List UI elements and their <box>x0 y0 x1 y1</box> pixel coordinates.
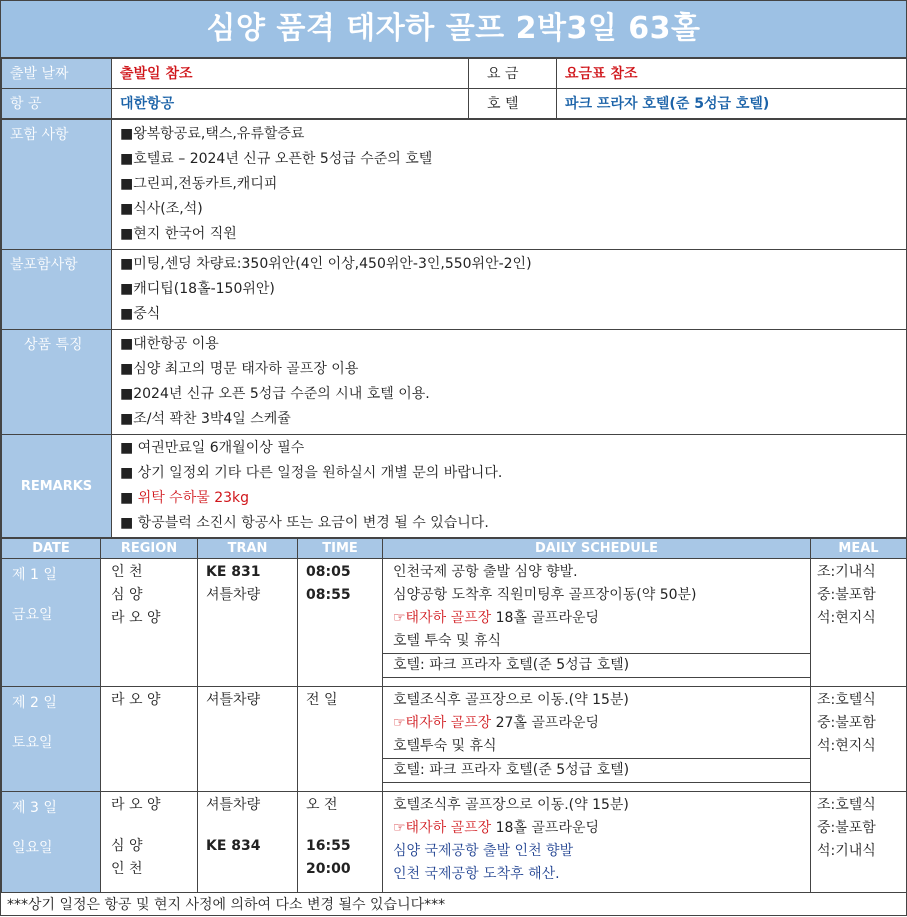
schedule-line: 심양 국제공항 출발 인천 향발 <box>393 843 574 859</box>
price-label: 요 금 <box>469 59 557 89</box>
schedule-cell <box>383 687 811 792</box>
region-cell <box>101 687 198 792</box>
tran-cell <box>198 687 298 792</box>
list-item: ■캐디팁(18홀-150위안) <box>120 281 275 297</box>
header-time: TIME <box>298 539 383 559</box>
page-title: 심양 품격 태자하 골프 2박3일 63홀 <box>1 1 906 58</box>
day-cell <box>2 559 101 687</box>
day-weekday: 일요일 <box>12 840 53 856</box>
region: 심 양 <box>111 838 143 854</box>
list-item: ■심양 최고의 명문 태자하 골프장 이용 <box>120 361 359 377</box>
hotel-line: 호텔: 파크 프라자 호텔(준 5성급 호텔) <box>383 653 810 678</box>
list-item: ■호텔료 – 2024년 신규 오픈한 5성급 수준의 호텔 <box>120 151 433 167</box>
hotel-line: 호텔: 파크 프라자 호텔(준 5성급 호텔) <box>383 758 810 783</box>
time: 08:55 <box>306 587 351 603</box>
region: 라 오 양 <box>111 610 161 626</box>
remarks-red-text: 위탁 수하물 23kg <box>137 490 250 506</box>
tran: KE 831 <box>206 564 261 580</box>
header-date: DATE <box>2 539 101 559</box>
time-cell <box>298 559 383 687</box>
meal: 중:불포함 <box>817 820 876 836</box>
meal: 석:현지식 <box>817 738 876 754</box>
region-cell <box>101 559 198 687</box>
features-list <box>112 330 907 435</box>
day-number: 제 1 일 <box>12 567 57 583</box>
schedule-line: 심양공항 도착후 직원미팅후 골프장이동(약 50분) <box>393 587 697 603</box>
meal: 조:호텔식 <box>817 692 876 708</box>
schedule-line: 인천국제 공항 출발 심양 향발. <box>393 564 578 580</box>
golf-course-name: ☞태자하 골프장 <box>393 820 492 836</box>
list-item: ■ 여권만료일 6개월이상 필수 <box>120 440 305 456</box>
meal-cell <box>811 687 907 792</box>
region-cell <box>101 792 198 893</box>
meal: 중:불포함 <box>817 715 876 731</box>
airline-value: 대한항공 <box>112 89 469 119</box>
list-item: ■중식 <box>120 306 161 322</box>
schedule-header <box>2 539 907 559</box>
table-row <box>2 687 907 792</box>
list-item: ■대한항공 이용 <box>120 336 219 352</box>
region: 인 천 <box>111 861 143 877</box>
time: 오 전 <box>306 797 338 813</box>
time-cell <box>298 687 383 792</box>
meal: 조:호텔식 <box>817 797 876 813</box>
schedule-line: 호텔조식후 골프장으로 이동.(약 15분) <box>393 797 629 813</box>
list-item: ■왕복항공료,택스,유류할증료 <box>120 126 305 142</box>
header-meal: MEAL <box>811 539 907 559</box>
day-weekday: 토요일 <box>12 735 53 751</box>
table-row <box>2 792 907 893</box>
depart-label: 출발 날짜 <box>2 59 112 89</box>
hotel-value: 파크 프라자 호텔(준 5성급 호텔) <box>557 89 907 119</box>
schedule-line: 인천 국제공항 도착후 해산. <box>393 866 560 882</box>
schedule-table <box>1 538 907 893</box>
schedule-line: ☞태자하 골프장 18홀 골프라운딩 <box>393 610 600 626</box>
list-item: ■그린피,전동카트,캐디피 <box>120 176 278 192</box>
meal: 석:현지식 <box>817 610 876 626</box>
excluded-label: 불포함사항 <box>2 250 112 330</box>
included-label: 포함 사항 <box>2 120 112 250</box>
schedule-line: ☞태자하 골프장 18홀 골프라운딩 <box>393 820 600 836</box>
tran-cell <box>198 559 298 687</box>
list-item: ■미팅,센딩 차량료:350위안(4인 이상,450위안-3인,550위안-2인) <box>120 256 532 272</box>
hotel-label: 호 텔 <box>469 89 557 119</box>
features-label: 상품 특징 <box>2 330 112 435</box>
depart-value: 출발일 참조 <box>112 59 469 89</box>
schedule-cell <box>383 559 811 687</box>
schedule-line: 호텔투숙 및 휴식 <box>393 738 497 754</box>
tran-cell <box>198 792 298 893</box>
day-cell <box>2 687 101 792</box>
time: 16:55 <box>306 838 351 854</box>
list-item: ■현지 한국어 직원 <box>120 226 237 242</box>
meal-cell <box>811 792 907 893</box>
included-list <box>112 120 907 250</box>
tran: KE 834 <box>206 838 261 854</box>
golf-course-name: ☞태자하 골프장 <box>393 715 492 731</box>
list-item: ■2024년 신규 오픈 5성급 수준의 시내 호텔 이용. <box>120 386 430 402</box>
region: 심 양 <box>111 587 143 603</box>
day-weekday: 금요일 <box>12 607 53 623</box>
tran: 셔틀차량 <box>206 797 261 813</box>
tran: 셔틀차량 <box>206 587 261 603</box>
info-table <box>1 58 907 119</box>
region: 인 천 <box>111 564 143 580</box>
schedule-line: 호텔조식후 골프장으로 이동.(약 15분) <box>393 692 629 708</box>
time: 전 일 <box>306 692 338 708</box>
time-cell <box>298 792 383 893</box>
list-item: ■조/석 꽉찬 3박4일 스케쥴 <box>120 411 291 427</box>
schedule-line: ☞태자하 골프장 27홀 골프라운딩 <box>393 715 600 731</box>
time: 08:05 <box>306 564 351 580</box>
day-cell <box>2 792 101 893</box>
time: 20:00 <box>306 861 351 877</box>
list-item: ■ 상기 일정외 기타 다른 일정을 원하실시 개별 문의 바랍니다. <box>120 465 503 481</box>
meal: 조:기내식 <box>817 564 876 580</box>
list-item: ■ 위탁 수하물 23kg <box>120 490 250 506</box>
meal: 석:기내식 <box>817 843 876 859</box>
header-tran: TRAN <box>198 539 298 559</box>
list-item: ■ 항공블럭 소진시 항공사 또는 요금이 변경 될 수 있습니다. <box>120 515 489 531</box>
price-value: 요금표 참조 <box>557 59 907 89</box>
meal: 중:불포함 <box>817 587 876 603</box>
region: 라 오 양 <box>111 797 161 813</box>
schedule-line: 호텔 투숙 및 휴식 <box>393 633 502 649</box>
list-item: ■식사(조,석) <box>120 201 203 217</box>
table-row <box>2 559 907 687</box>
remarks-label: REMARKS <box>2 435 112 538</box>
airline-label: 항 공 <box>2 89 112 119</box>
day-number: 제 3 일 <box>12 800 57 816</box>
excluded-list <box>112 250 907 330</box>
meal-cell <box>811 559 907 687</box>
remarks-list <box>112 435 907 538</box>
day-number: 제 2 일 <box>12 695 57 711</box>
golf-course-name: ☞태자하 골프장 <box>393 610 492 626</box>
footer-note: ***상기 일정은 항공 및 현지 사정에 의하여 다소 변경 될수 있습니다*** <box>7 897 446 913</box>
region: 라 오 양 <box>111 692 161 708</box>
tran: 셔틀차량 <box>206 692 261 708</box>
schedule-cell <box>383 792 811 893</box>
details-table <box>1 119 907 538</box>
header-region: REGION <box>101 539 198 559</box>
header-daily-schedule: DAILY SCHEDULE <box>383 539 811 559</box>
